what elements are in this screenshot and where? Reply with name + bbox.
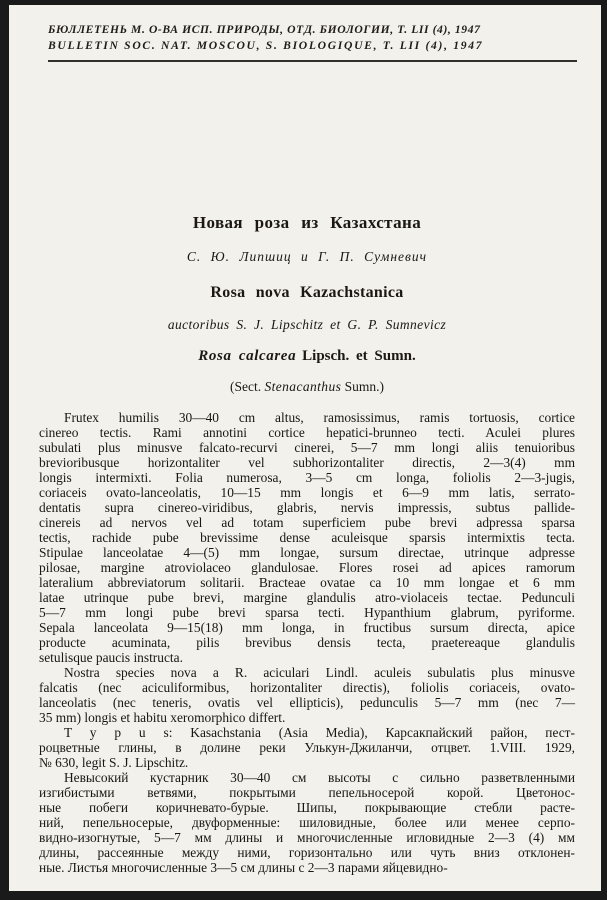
text-line: tectis, rachide pube brevissime dense aculeisque sparsis intermixtis tecta. <box>39 530 575 545</box>
text-line: pilosae, margine atroviolaceo glandulosae. Flores rosei ad apices ramorum <box>39 560 575 575</box>
text-line: cinereo tectis. Rami annotini cortice hepatici-brunneo tecti. Aculei plures <box>39 425 575 440</box>
text-line: brevioribusque horizontaliter vel subhorizontaliter directis, 2—3(4) mm <box>39 455 575 470</box>
text-line: 35 mm) longis et habitu xeromorphico differt. <box>39 710 286 725</box>
species-heading <box>39 348 575 365</box>
text-line: Stipulae lanceolatae 4—(5) mm longae, sursum directae, utrinque adpresse <box>39 545 575 560</box>
text-line: Невысокий кустарник 30—40 см высоты с сильно разветвленными <box>64 770 575 785</box>
text-line: subulati plus minusve falcato-recurvi cinerei, 5—7 mm longi aliis tenuioribus <box>39 440 575 455</box>
text-line: длины, рассеянные между ними, горизонтально или чуть вниз отклонен- <box>39 845 575 860</box>
text-line: dentatis supra cinereo-viridibus, glabris, nervis impressis, subtus pallide- <box>39 500 575 515</box>
article-body <box>39 410 575 875</box>
text-line: setulisque paucis instructa. <box>39 650 183 665</box>
text-line: Frutex humilis 30—40 cm altus, ramosissimus, ramis tortuosis, cortice <box>64 410 575 425</box>
text-line: latae utrinque pube brevi, margine glandulis atro-violaceis tectae. Pedunculi <box>39 590 575 605</box>
text-line: coriaceis ovato-lanceolatis, 10—15 mm longis et 6—9 mm latis, serrato- <box>39 485 575 500</box>
text-line: longis intermixti. Folia numerosa, 3—5 cm longa, foliolis 2—3-jugis, <box>39 470 575 485</box>
section-name: Stenacanthus <box>264 379 342 394</box>
section-heading <box>39 379 575 395</box>
article-title-latin: Rosa nova Kazachstanica <box>210 284 404 301</box>
text-line: 5—7 mm longi pube brevi sparsa tecti. Hypanthium glabrum, pyriforme. <box>39 605 575 620</box>
typus-paragraph <box>39 725 575 770</box>
document-page <box>9 5 601 891</box>
text-line: ные побеги коричневато-бурые. Шипы, покрывающие стебли расте- <box>39 800 575 815</box>
text-line: lanceolatis (nec teneris, ovatis vel ellipticis), pedunculis 5—7 mm (nec 7— <box>39 695 575 710</box>
text-line: producte acuminata, pilis brevibus densis tecta, praetereaque glandulis <box>39 635 575 650</box>
journal-header-line-fr: BULLETIN SOC. NAT. MOSCOU, S. BIOLOGIQUE, T. LII (4), 1947 <box>48 39 484 52</box>
article-front-matter <box>39 213 575 395</box>
article-byline-latin: auctoribus S. J. Lipschitz et G. P. Sumnevicz <box>167 317 447 332</box>
header-rule <box>48 60 577 62</box>
journal-header <box>48 22 575 54</box>
text-line: Nostra species nova a R. aciculari Lindl. aculeis subulatis plus minusve <box>64 665 575 680</box>
section-suffix: Sumn.) <box>341 379 385 394</box>
text-line: № 630, legit S. J. Lipschitz. <box>39 755 189 770</box>
text-line: роцветные глины, в долине реки Улькун-Джиланчи, отцвет. 1.VIII. 1929, <box>39 740 575 755</box>
text-line: lateralium abbreviatorum solitarii. Bracteae ovatae ca 10 mm longae et 6 mm <box>39 575 575 590</box>
text-line: ные. Листья многочисленные 3—5 см длины с 2—3 парами яйцевидно- <box>39 860 448 875</box>
text-line: T y p u s: Kasachstania (Asia Media), Карсакпайский район, пест- <box>64 725 575 740</box>
text-line: изгибистыми ветвями, покрытыми пепельносерой корой. Цветонос- <box>39 785 575 800</box>
russian-description-paragraph <box>39 770 575 875</box>
species-authority: Lipsch. et Sumn. <box>302 348 416 364</box>
text-line: falcatis (nec aciculiformibus, horizontaliter directis), foliolis coriaceis, ovato- <box>39 680 575 695</box>
latin-comparison-paragraph <box>39 665 575 725</box>
text-line: cinereis ad nervos vel ad totam superficiem pube brevi adpressa sparsa <box>39 515 575 530</box>
species-name: Rosa calcarea <box>198 348 297 364</box>
text-line: ний, пепельносерые, двуформенные: шиловидные, более или менее серпо- <box>39 815 575 830</box>
text-line: Sepala lanceolata 9—15(18) mm longa, in fructibus sursum directa, apice <box>39 620 575 635</box>
journal-header-line-ru: БЮЛЛЕТЕНЬ М. О-ВА ИСП. ПРИРОДЫ, ОТД. БИОЛОГИИ, Т. LII (4), 1947 <box>48 23 481 36</box>
article-authors-russian: С. Ю. Липшиц и Г. П. Сумневич <box>186 249 428 264</box>
text-line: видно-изогнутые, 5—7 мм длины и многочисленные игловидные 2—3 (4) мм <box>39 830 575 845</box>
section-prefix: (Sect. <box>229 379 265 394</box>
article-title-russian: Новая роза из Казахстана <box>192 213 422 232</box>
latin-diagnosis-paragraph <box>39 410 575 665</box>
